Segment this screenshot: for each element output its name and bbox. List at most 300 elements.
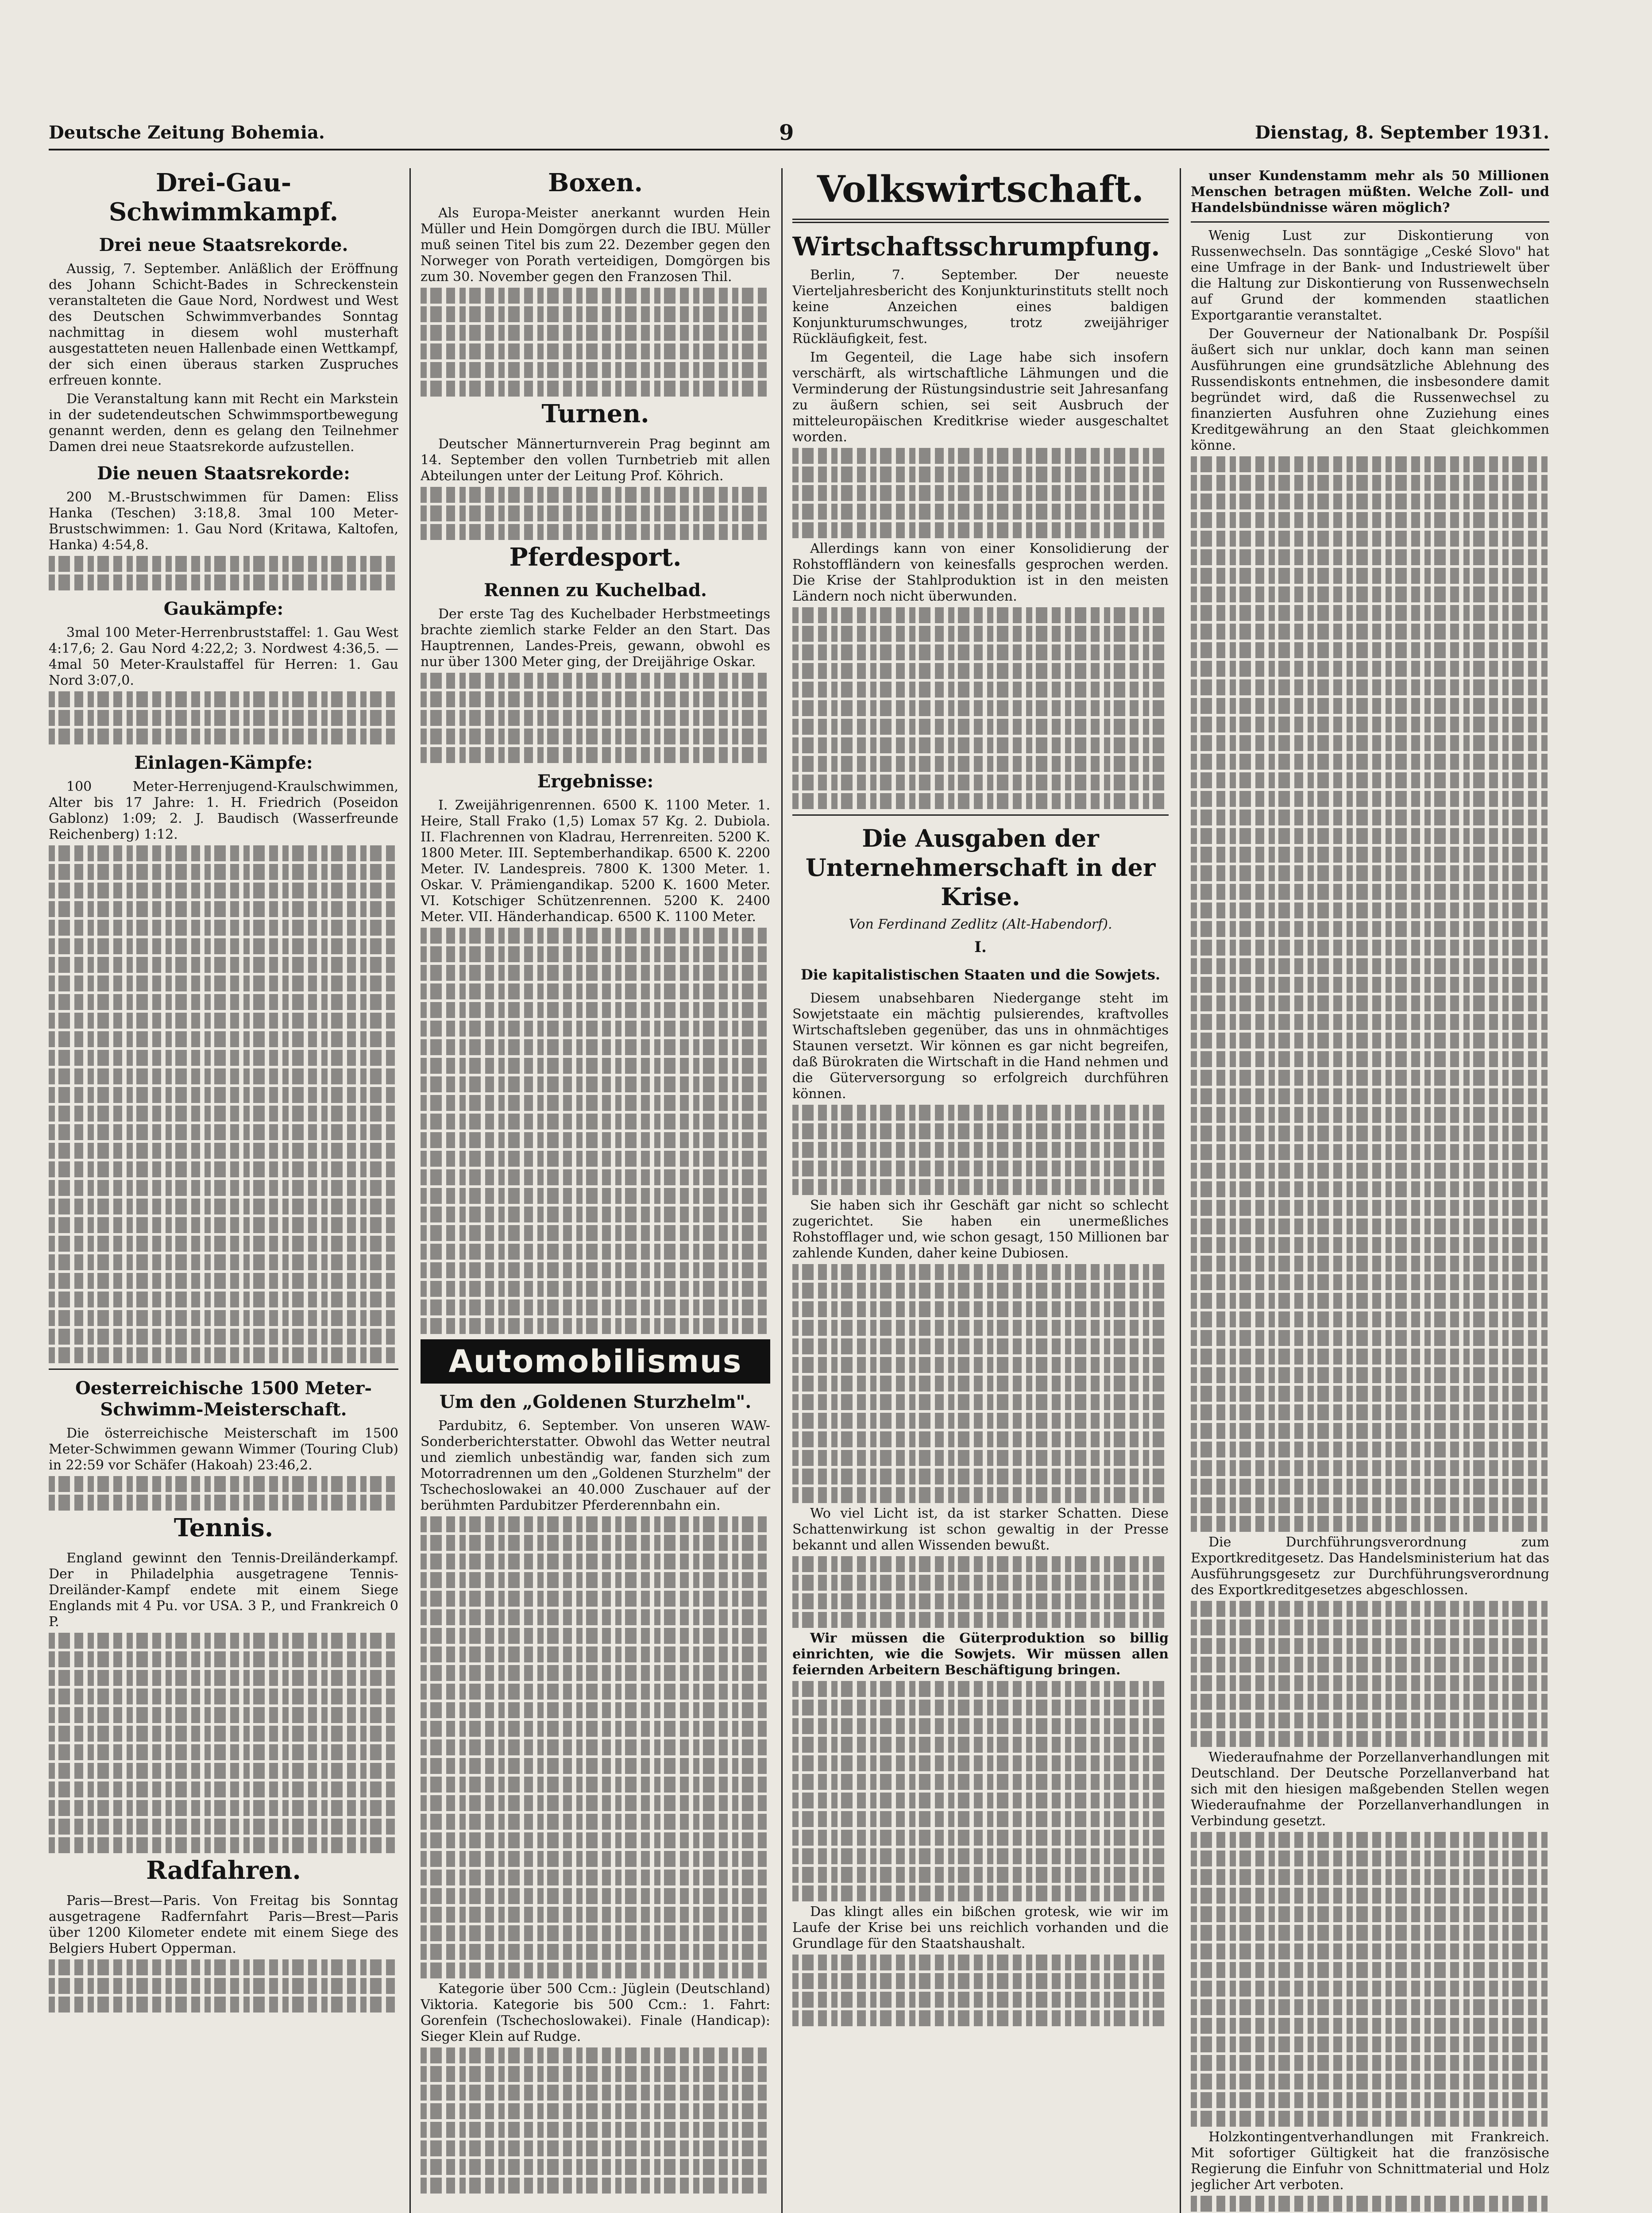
article-paragraph: Wir müssen die Güterproduktion so billig einrichten, wie die Sowjets. Wir müssen allen feiernden Arbeitern Beschäftigung bringen. — [792, 1631, 1169, 1678]
text-line — [421, 1225, 770, 1241]
text-line — [1191, 1163, 1549, 1179]
text-line — [421, 1281, 770, 1297]
text-line — [1191, 902, 1549, 918]
text-line — [421, 1188, 770, 1204]
text-line — [49, 1837, 398, 1853]
text-line — [1191, 958, 1549, 974]
text-line — [1191, 828, 1549, 844]
text-line — [49, 1180, 398, 1196]
text-line — [792, 1394, 1169, 1410]
newspaper-page — [49, 120, 1549, 2213]
text-line — [49, 1633, 398, 1649]
section-title: Tennis. — [174, 1513, 274, 1542]
section-rule — [49, 1369, 398, 1370]
text-line — [792, 775, 1169, 790]
text-line — [49, 1050, 398, 1066]
text-line — [49, 1217, 398, 1233]
text-line — [421, 1262, 770, 1278]
masthead — [49, 120, 1549, 146]
text-line — [1191, 1712, 1549, 1728]
text-line — [49, 920, 398, 936]
text-line — [421, 2085, 770, 2101]
article-paragraph: Pardubitz, 6. September. Von unseren WAW-Sonderberichterstatter. Obwohl das Wetter neutral und ziemlich unbeständig war, fanden sich zum Motorradrennen um den „Goldenen Sturzhelm" der Tschechoslowakei an 40.000 Zuschauer auf der berühmten Pardubitzer Pferderennbahn ein. — [421, 1418, 770, 1513]
text-line — [792, 1105, 1169, 1121]
text-line — [421, 2122, 770, 2138]
text-line — [792, 1320, 1169, 1336]
text-line — [1191, 642, 1549, 658]
text-line — [421, 1888, 770, 1904]
text-line — [49, 901, 398, 917]
text-line — [792, 1737, 1169, 1753]
text-line — [421, 1132, 770, 1148]
text-line — [1191, 1051, 1549, 1067]
text-line — [421, 729, 770, 744]
text-line — [792, 1973, 1169, 1989]
text-line — [421, 2066, 770, 2082]
text-line — [49, 1959, 398, 1975]
text-line — [792, 1681, 1169, 1697]
text-line — [49, 729, 398, 744]
article-paragraph: Sie haben sich ihr Geschäft gar nicht so schlecht zugerichtet. Sie haben ein unermeßliches Rohstofflager und, wie schon gesagt, 150 Millionen bar zahlende Kunden, daher keine Dubiosen. — [792, 1198, 1169, 1261]
text-line — [49, 938, 398, 954]
text-line — [792, 1487, 1169, 1503]
text-line — [421, 1021, 770, 1037]
text-line — [421, 1665, 770, 1681]
text-line — [421, 946, 770, 962]
text-line — [49, 1273, 398, 1289]
text-line — [1191, 1479, 1549, 1495]
section-heading: Die neuen Staatsrekorde: — [97, 463, 350, 484]
article-paragraph: Holzkontingentverhandlungen mit Frankreich. Mit sofortiger Gültigkeit hat die französische Regierung die Einfuhr von Schnittmaterial und Holz jeglicher Art verboten. — [1191, 2129, 1549, 2193]
text-line — [1191, 1731, 1549, 1747]
column-1 — [49, 168, 398, 2213]
text-line — [1191, 1962, 1549, 1978]
article-paragraph: Im Gegenteil, die Lage habe sich insofern verschärft, als wirtschaftliche Lähmungen und die Verminderung der Rüstungsindustrie seit Jahresanfang zu äußern schien, sei seit Ausbruch der mitteleuropäischen Kreditkrise wieder ausgeschaltet worden. — [792, 350, 1169, 445]
article-paragraph: England gewinnt den Tennis-Dreiländerkampf. Der in Philadelphia ausgetragene Tennis-Dreiländer-Kampf endete mit einem Siege Englands mit 4 Pu. vor USA. 3 P., und Frankreich 0 P. — [49, 1550, 398, 1630]
text-line — [1191, 735, 1549, 751]
text-line — [792, 1301, 1169, 1317]
text-line — [1191, 1367, 1549, 1383]
text-line — [1191, 884, 1549, 900]
text-line — [792, 1955, 1169, 1970]
text-line — [421, 1169, 770, 1185]
text-line — [1191, 1694, 1549, 1710]
text-line — [1191, 772, 1549, 788]
text-line — [792, 626, 1169, 642]
text-line — [1191, 1256, 1549, 1272]
text-line — [792, 1593, 1169, 1609]
article-title: Wirtschaftsschrumpfung. — [792, 231, 1160, 262]
section-banner: Automobilismus — [421, 1339, 770, 1384]
text-line — [49, 1106, 398, 1122]
text-line — [792, 1848, 1169, 1864]
text-line — [792, 1264, 1169, 1280]
column-4 — [1191, 168, 1549, 2213]
text-line — [1191, 1181, 1549, 1197]
text-line — [1191, 1386, 1549, 1402]
text-line — [792, 1142, 1169, 1158]
text-line — [792, 1179, 1169, 1195]
text-line — [421, 1925, 770, 1941]
text-line — [421, 1572, 770, 1588]
text-line — [792, 1575, 1169, 1591]
text-line — [1191, 1675, 1549, 1691]
text-line — [421, 288, 770, 304]
text-line — [1191, 1293, 1549, 1309]
text-line — [421, 1591, 770, 1607]
text-line — [792, 737, 1169, 753]
text-line — [421, 1777, 770, 1793]
text-line — [421, 1535, 770, 1551]
text-line — [49, 1347, 398, 1363]
text-line — [421, 1516, 770, 1532]
text-line — [1191, 1851, 1549, 1866]
section-heading: Gaukämpfe: — [163, 598, 284, 619]
text-line — [421, 381, 770, 397]
text-line — [1191, 717, 1549, 733]
text-line — [1191, 1404, 1549, 1420]
section-heading: Die kapitalistischen Staaten und die Sowjets. — [800, 966, 1160, 983]
text-line — [792, 1160, 1169, 1176]
text-line — [1191, 1869, 1549, 1885]
masthead-paper-name: Deutsche Zeitung Bohemia. — [49, 122, 325, 143]
text-line — [421, 928, 770, 944]
text-line — [1191, 847, 1549, 863]
text-line — [421, 2140, 770, 2156]
text-line — [421, 1795, 770, 1811]
article-paragraph: Der erste Tag des Kuchelbader Herbstmeetings brachte ziemlich starke Felder an den Start. Das Hauptrennen, Landes-Preis, gewann, obwohl es nur über 1300 Meter ging, der Dreijährige Oskar. — [421, 606, 770, 670]
article-paragraph: Wenig Lust zur Diskontierung von Russenwechseln. Das sonntägige „Ceské Slovo" hat eine Umfrage in der Bank- und Industriewelt über die Haltung zur Diskontierung von Russenwechseln auf Grund der kommenden staatlichen Exportgarantie veranstaltet. — [1191, 228, 1549, 323]
text-line — [1191, 475, 1549, 491]
text-line — [421, 1907, 770, 1923]
text-line — [792, 1885, 1169, 1901]
text-line — [792, 1612, 1169, 1628]
text-line — [49, 1161, 398, 1177]
text-line — [1191, 586, 1549, 602]
text-line — [792, 607, 1169, 623]
text-line — [1191, 1200, 1549, 1216]
text-line — [1191, 921, 1549, 937]
text-line — [1191, 1144, 1549, 1160]
text-line — [792, 1123, 1169, 1139]
text-line — [49, 1310, 398, 1326]
text-line — [49, 1068, 398, 1084]
text-line — [1191, 1657, 1549, 1673]
text-line — [1191, 1423, 1549, 1439]
text-line — [421, 1609, 770, 1625]
text-line — [49, 1087, 398, 1103]
article-paragraph: Aussig, 7. September. Anläßlich der Eröffnung des Johann Schicht-Bades in Schreckenstein veranstalteten die Gaue Nord, Nordwest und West des Deutschen Schwimmverbandes Sonntag nachmittag in diesem wohl musterhaft ausgestatteten neuen Hallenbade einen Wettkampf, der sich einen überaus starken Zuspruches erfreuen konnte. — [49, 261, 398, 388]
article-paragraph: 100 Meter-Herrenjugend-Kraulschwimmen, Alter bis 17 Jahre: 1. H. Friedrich (Poseidon Gablonz) 1:09; 2. J. Baudisch (Wasserfreunde Reichenberg) 1:12. — [49, 779, 398, 842]
text-line — [1191, 624, 1549, 640]
text-line — [1191, 1033, 1549, 1049]
text-line — [421, 1554, 770, 1569]
article-paragraph: Als Europa-Meister anerkannt wurden Hein Müller und Hein Domgörgen durch die IBU. Müller muß seinen Titel bis zum 22. Dezember gegen den Norweger von Porath verteidigen, Domgörgen bis zum 30. November gegen den Franzosen Thil. — [421, 205, 770, 285]
text-line — [49, 864, 398, 880]
text-line — [792, 448, 1169, 464]
text-line — [49, 1744, 398, 1760]
text-line — [49, 1997, 398, 2013]
article-paragraph: Kategorie über 500 Ccm.: Jüglein (Deutschland) Viktoria. Kategorie bis 500 Ccm.: 1. Fahrt: Gorenfein (Tschechoslowakei). Finale (Handicap): Sieger Klein auf Rudge. — [421, 1981, 770, 2044]
text-line — [49, 1978, 398, 1994]
text-line — [421, 2159, 770, 2175]
article-paragraph: Allerdings kann von einer Konsolidierung der Rohstoffländern von keinesfalls gesprochen werden. Die Krise der Stahlproduktion ist in den meisten Ländern noch nicht überwunden. — [792, 541, 1169, 604]
text-line — [1191, 456, 1549, 472]
part-number: I. — [974, 938, 987, 956]
text-line — [792, 1431, 1169, 1447]
text-line — [792, 1774, 1169, 1790]
text-line — [792, 700, 1169, 716]
text-line — [1191, 1619, 1549, 1635]
text-line — [49, 1707, 398, 1723]
text-line — [1191, 1088, 1549, 1104]
text-line — [1191, 1601, 1549, 1617]
text-line — [421, 691, 770, 707]
text-line — [421, 1299, 770, 1315]
text-line — [421, 747, 770, 763]
text-line — [421, 1758, 770, 1774]
text-line — [421, 306, 770, 322]
article-paragraph: Der Gouverneur der Nationalbank Dr. Pospíšil äußert sich nur unklar, doch kann man seinen Ausführungen eine grundsätzliche Ablehnung des Russendiskonts entnehmen, die insbesondere damit begründet wird, daß die Russenwechsel zu finanzierten Ausfuhren ohne Zuziehung eines Kreditgewährung an den Staat gleichkommen könne. — [1191, 326, 1549, 453]
text-line — [792, 793, 1169, 809]
text-line — [1191, 1832, 1549, 1848]
text-line — [792, 756, 1169, 772]
article-paragraph: 3mal 100 Meter-Herrenbruststaffel: 1. Gau West 4:17,6; 2. Gau Nord 4:22,2; 3. Nordwest 4:36,5. — 4mal 50 Meter-Kraulstaffel für Herren: 1. Gau Nord 3:07,0. — [49, 625, 398, 688]
text-line — [49, 975, 398, 991]
article-paragraph: Wo viel Licht ist, da ist starker Schatten. Diese Schattenwirkung ist schon gewaltig in der Presse bekannt und allen Wissenden bewußt. — [792, 1506, 1169, 1553]
text-line — [421, 1870, 770, 1885]
text-line — [1191, 940, 1549, 956]
text-line — [1191, 2074, 1549, 2090]
text-line — [421, 1702, 770, 1718]
text-line — [49, 1689, 398, 1704]
section-rule — [1191, 221, 1549, 223]
text-line — [1191, 810, 1549, 825]
text-line — [421, 1739, 770, 1755]
text-line — [421, 1814, 770, 1830]
text-line — [49, 957, 398, 973]
text-line — [49, 1329, 398, 1345]
text-line — [1191, 791, 1549, 807]
text-line — [421, 524, 770, 540]
section-subtitle: Rennen zu Kuchelbad. — [484, 580, 707, 601]
text-line — [1191, 512, 1549, 528]
column-divider — [781, 168, 783, 2213]
section-title: Radfahren. — [146, 1856, 301, 1885]
text-line — [421, 1851, 770, 1867]
page-number: 9 — [779, 120, 794, 145]
text-line — [1191, 679, 1549, 695]
article-title: Drei-Gau-Schwimmkampf. — [108, 168, 339, 227]
text-line — [1191, 1218, 1549, 1234]
section-heading: Einlagen-Kämpfe: — [134, 752, 313, 773]
text-line — [792, 2010, 1169, 2026]
text-line — [421, 2103, 770, 2119]
text-line — [792, 682, 1169, 698]
text-line — [1191, 754, 1549, 770]
text-line — [49, 1143, 398, 1159]
text-line — [49, 1819, 398, 1835]
article-paragraph: Die österreichische Meisterschaft im 1500 Meter-Schwimmen gewann Wimmer (Touring Club) in 22:59 vor Schäfer (Hakoah) 23:46,2. — [49, 1426, 398, 1473]
section-title: Boxen. — [548, 168, 643, 197]
article-paragraph: Berlin, 7. September. Der neueste Vierteljahresbericht des Konjunkturinstituts stellt noch keine Anzeichen eines baldigen Konjunkturumschwunges, trotz zweijähriger Rückläufigkeit, fest. — [792, 267, 1169, 347]
text-line — [1191, 1311, 1549, 1327]
article-paragraph: Die Veranstaltung kann mit Recht ein Markstein in der sudetendeutschen Schwimmsportbewegung genannt werden, denn es gelang den Teilnehmer Damen drei neue Staatsrekorde aufzustellen. — [49, 391, 398, 455]
text-line — [792, 1338, 1169, 1354]
text-line — [1191, 1274, 1549, 1290]
masthead-rule — [49, 149, 1549, 150]
text-line — [421, 505, 770, 521]
text-line — [421, 1076, 770, 1092]
text-line — [1191, 1330, 1549, 1346]
text-line — [49, 1495, 398, 1511]
text-line — [421, 1002, 770, 1018]
text-line — [421, 2047, 770, 2063]
article-paragraph: Wiederaufnahme der Porzellanverhandlungen mit Deutschland. Der Deutsche Porzellanverband hat sich mit den hiesigen maßgebenden Stellen wegen Wiederaufnahme der Porzellanverhandlungen in Verbindung gesetzt. — [1191, 1750, 1549, 1829]
text-line — [792, 522, 1169, 538]
text-line — [1191, 1349, 1549, 1365]
text-line — [1191, 2111, 1549, 2127]
text-line — [49, 1763, 398, 1779]
text-line — [792, 644, 1169, 660]
text-line — [1191, 2196, 1549, 2212]
text-line — [1191, 1460, 1549, 1476]
text-line — [792, 1700, 1169, 1716]
section-title: Turnen. — [541, 399, 649, 428]
text-line — [49, 1124, 398, 1140]
text-line — [1191, 865, 1549, 881]
text-line — [421, 1244, 770, 1260]
text-line — [49, 1651, 398, 1667]
article-title: Die Ausgaben der Unternehmerschaft in der Krise. — [805, 824, 1156, 911]
text-line — [792, 1469, 1169, 1484]
text-line — [49, 1800, 398, 1816]
section-title: Pferdesport. — [509, 543, 682, 572]
text-line — [49, 1013, 398, 1029]
article-paragraph: 200 M.-Brustschwimmen für Damen: Eliss Hanka (Teschen) 3:18,8. 3mal 100 Meter-Brustschwimmen: 1. Gau Nord (Kritawa, Kaltofen, Hanka) 4:54,8. — [49, 490, 398, 553]
text-line — [1191, 1126, 1549, 1141]
text-line — [421, 1721, 770, 1737]
section-heading: Oesterreichische 1500 Meter-Schwimm-Meisterschaft. — [75, 1378, 372, 1420]
text-line — [421, 1684, 770, 1700]
text-line — [421, 673, 770, 689]
text-line — [49, 1670, 398, 1686]
text-line — [792, 1992, 1169, 2008]
text-line — [421, 1151, 770, 1167]
text-line — [49, 1031, 398, 1047]
text-line — [49, 1236, 398, 1252]
article-subtitle: Drei neue Staatsrekorde. — [99, 235, 348, 255]
text-line — [1191, 1925, 1549, 1941]
text-line — [49, 574, 398, 590]
section-rule — [792, 814, 1169, 816]
text-line — [1191, 1638, 1549, 1654]
text-line — [792, 663, 1169, 679]
text-line — [421, 1207, 770, 1222]
text-line — [421, 965, 770, 981]
text-line — [792, 467, 1169, 482]
text-line — [1191, 2092, 1549, 2108]
text-line — [49, 1781, 398, 1797]
text-line — [49, 556, 398, 572]
text-line — [1191, 995, 1549, 1011]
column-3 — [792, 168, 1169, 2213]
text-line — [49, 883, 398, 898]
text-line — [1191, 2036, 1549, 2052]
text-line — [1191, 549, 1549, 565]
text-line — [49, 1254, 398, 1270]
text-line — [49, 845, 398, 861]
text-line — [792, 1793, 1169, 1808]
text-line — [1191, 1497, 1549, 1513]
article-byline: Von Ferdinand Zedlitz (Alt-Habendorf). — [849, 917, 1112, 932]
masthead-date: Dienstag, 8. September 1931. — [1254, 122, 1549, 143]
article-paragraph: unser Kundenstamm mehr als 50 Millionen Menschen betragen müßten. Welche Zoll- und Handelsbündnisse wären möglich? — [1191, 168, 1549, 216]
text-line — [792, 504, 1169, 520]
text-line — [49, 994, 398, 1010]
text-line — [421, 487, 770, 503]
text-line — [1191, 568, 1549, 584]
text-line — [1191, 1943, 1549, 1959]
text-line — [792, 1556, 1169, 1572]
text-line — [49, 1726, 398, 1742]
article-paragraph: Diesem unabsehbaren Niedergange steht im Sowjetstaate ein mächtig pulsierendes, kraftvolles Wirtschaftsleben gegenüber, das uns in ohnmächtiges Staunen versetzt. Wir können es gar nicht begreifen, daß Bürokraten die Wirtschaft in die Hand nehmen und die Güterversorgung so erfolgreich durchführen können. — [792, 991, 1169, 1102]
text-line — [49, 691, 398, 707]
text-line — [1191, 1237, 1549, 1253]
text-line — [792, 485, 1169, 501]
text-line — [1191, 2018, 1549, 2034]
text-line — [1191, 1999, 1549, 2015]
text-line — [1191, 1981, 1549, 1997]
text-line — [421, 1114, 770, 1130]
section-title: Volkswirtschaft. — [817, 168, 1144, 211]
text-line — [1191, 531, 1549, 547]
text-line — [49, 1476, 398, 1492]
text-line — [421, 1058, 770, 1074]
text-line — [49, 1199, 398, 1214]
text-line — [421, 2178, 770, 2194]
section-subtitle: Um den „Goldenen Sturzhelm". — [439, 1392, 752, 1412]
text-line — [1191, 1442, 1549, 1457]
column-2 — [421, 168, 770, 2213]
text-line — [792, 1283, 1169, 1299]
text-line — [421, 1628, 770, 1644]
text-line — [1191, 493, 1549, 509]
text-line — [792, 1755, 1169, 1771]
article-paragraph: Die Durchführungsverordnung zum Exportkreditgesetz. Das Handelsministerium hat das Ausführungsgesetz zur Durchführungsverordnung des Exportkreditgesetzes abgeschlossen. — [1191, 1534, 1549, 1598]
column-divider — [1180, 168, 1181, 2213]
text-line — [792, 719, 1169, 735]
text-line — [792, 1357, 1169, 1373]
text-line — [421, 1944, 770, 1960]
text-line — [1191, 1070, 1549, 1086]
text-line — [792, 1830, 1169, 1846]
text-line — [421, 983, 770, 999]
text-line — [792, 1450, 1169, 1466]
text-line — [792, 1718, 1169, 1734]
text-line — [421, 362, 770, 378]
text-line — [421, 1095, 770, 1111]
text-line — [792, 1413, 1169, 1429]
text-line — [1191, 605, 1549, 621]
text-line — [1191, 1516, 1549, 1532]
text-line — [421, 1962, 770, 1978]
article-paragraph: Deutscher Männerturnverein Prag beginnt am 14. September den vollen Turnbetrieb mit allen Abteilungen unter der Leitung Prof. Köhrich. — [421, 436, 770, 484]
text-line — [421, 1039, 770, 1055]
text-line — [421, 325, 770, 341]
text-line — [1191, 1107, 1549, 1123]
text-line — [792, 1376, 1169, 1392]
